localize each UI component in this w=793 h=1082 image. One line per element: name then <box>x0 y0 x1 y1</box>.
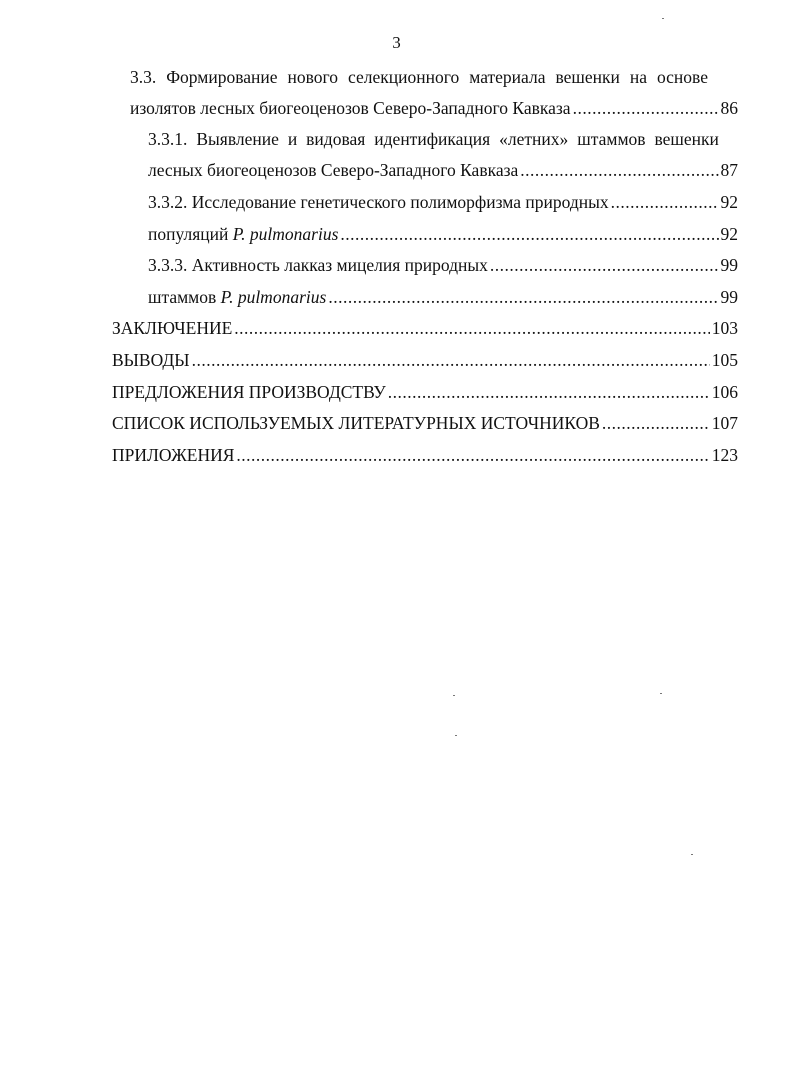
scan-speck <box>455 735 457 736</box>
dot-leader <box>340 217 718 251</box>
toc-page-number: 99 <box>720 255 738 275</box>
word: и <box>287 129 298 149</box>
species-name: P. pulmonarius <box>232 224 339 244</box>
word: 3.3.1. <box>148 129 188 149</box>
toc-page-number: 99 <box>720 287 738 307</box>
toc-entry-zaklyuchenie <box>112 311 738 345</box>
toc-entry-3-3-2 <box>148 185 738 219</box>
dot-leader <box>602 406 710 440</box>
scan-speck <box>691 854 693 855</box>
toc-entry-title <box>148 280 326 314</box>
toc-entry-title: ПРЕДЛОЖЕНИЯ ПРОИЗВОДСТВУ <box>112 382 386 402</box>
word: «летних» <box>499 129 569 149</box>
word: штаммов <box>577 129 646 149</box>
dot-leader <box>234 311 709 345</box>
dot-leader <box>328 280 718 314</box>
word: материала <box>469 67 546 87</box>
dot-leader <box>573 91 719 125</box>
toc-entry-3-3-line2 <box>130 91 738 125</box>
toc-entry-3-3-line1 <box>130 60 708 94</box>
toc-entry-title: ПРИЛОЖЕНИЯ <box>112 445 235 465</box>
dot-leader <box>611 185 719 219</box>
toc-entry-3-3-3-cont <box>148 280 738 314</box>
scan-speck <box>660 693 662 694</box>
scan-speck <box>662 18 664 19</box>
toc-page-number: 105 <box>711 350 738 370</box>
word: 3.3. <box>130 67 157 87</box>
toc-page-number: 123 <box>711 445 738 465</box>
word: вешенки <box>555 67 620 87</box>
word: селекционного <box>348 67 460 87</box>
toc-entry-title <box>148 217 338 251</box>
title-prefix: штаммов <box>148 287 221 307</box>
word: вешенки <box>654 129 719 149</box>
toc-entry-vyvody <box>112 343 738 377</box>
title-prefix: популяций <box>148 224 233 244</box>
toc-entry-3-3-3 <box>148 248 738 282</box>
toc-entry-title: СПИСОК ИСПОЛЬЗУЕМЫХ ЛИТЕРАТУРНЫХ ИСТОЧНИКОВ <box>112 413 600 433</box>
toc-entry-spisok <box>112 406 738 440</box>
toc-page-number: 103 <box>711 318 738 338</box>
page-number: 3 <box>392 33 401 52</box>
toc-entry-predlozheniya <box>112 375 738 409</box>
toc-entry-title: 3.3.3. Активность лакказ мицелия природных <box>148 255 488 275</box>
toc-page-number: 92 <box>720 224 738 244</box>
toc-entry-3-3-1-line1 <box>148 122 719 156</box>
toc-entry-title: ЗАКЛЮЧЕНИЕ <box>112 318 233 338</box>
word: Выявление <box>196 129 279 149</box>
toc-entry-title: изолятов лесных биогеоценозов Северо-Западного Кавказа <box>130 98 571 118</box>
word: видовая <box>306 129 366 149</box>
word: Формирование <box>166 67 278 87</box>
word: идентификация <box>374 129 491 149</box>
toc-entry-3-3-1-line2 <box>148 153 738 187</box>
toc-page-number: 106 <box>711 382 738 402</box>
toc-page-number: 92 <box>720 192 738 212</box>
dot-leader <box>388 375 710 409</box>
toc-page-number: 86 <box>720 98 738 118</box>
dot-leader <box>192 343 710 377</box>
toc-page-number: 87 <box>720 160 738 180</box>
toc-entry-title: ВЫВОДЫ <box>112 350 190 370</box>
word: основе <box>656 67 708 87</box>
toc-page-number: 107 <box>711 413 738 433</box>
dot-leader <box>520 153 718 187</box>
word: нового <box>287 67 339 87</box>
dot-leader <box>490 248 719 282</box>
toc-entry-title: 3.3.2. Исследование генетического полиморфизма природных <box>148 192 609 212</box>
dot-leader <box>236 438 709 472</box>
scan-speck <box>453 695 455 696</box>
toc-entry-3-3-2-cont <box>148 217 738 251</box>
toc-entry-title: лесных биогеоценозов Северо-Западного Кавказа <box>148 160 519 180</box>
word: на <box>629 67 647 87</box>
species-name: P. pulmonarius <box>220 287 327 307</box>
toc-entry-prilozheniya <box>112 438 738 472</box>
